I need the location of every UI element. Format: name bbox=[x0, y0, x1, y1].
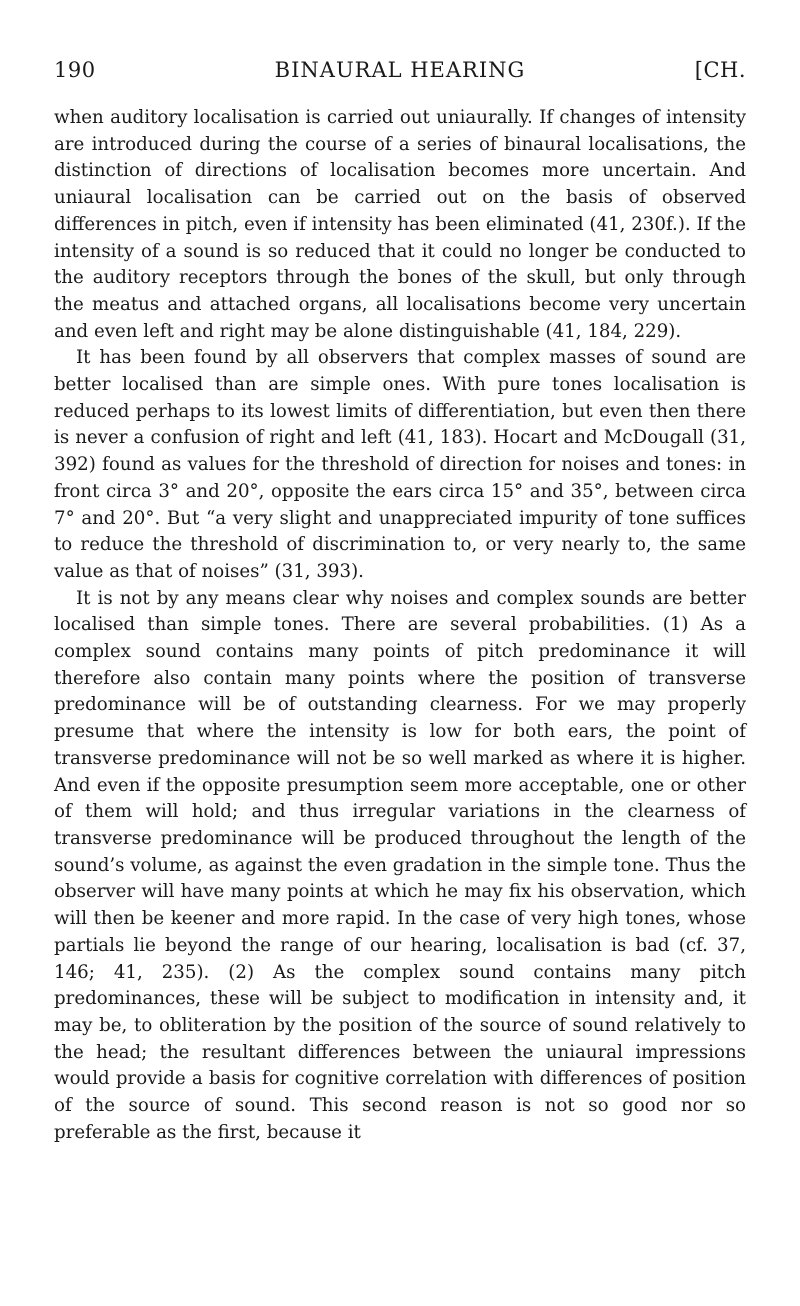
chapter-mark: [CH. bbox=[694, 58, 746, 82]
page-number: 190 bbox=[54, 58, 96, 82]
body-text bbox=[54, 105, 746, 1146]
running-title: BINAURAL HEARING bbox=[274, 58, 526, 82]
running-header bbox=[54, 58, 746, 90]
paragraph: It has been found by all observers that complex masses of sound are better localised than are simple ones. With pure tones localisation is reduced perhaps to its lowest limits of differentiation, but even then there is never a confusion of right and left (41, 183). Hocart and McDougall (31, 392) found as values for the threshold of direction for noises and tones: in front circa 3° and 20°, opposite the ears circa 15° and 35°, between circa 7° and 20°. But “a very slight and unappreciated impurity of tone suffices to reduce the threshold of discrimination to, or very nearly to, the same value as that of noises” (31, 393). bbox=[54, 347, 746, 582]
paragraph: when auditory localisation is carried out uniaurally. If changes of intensity are introduced during the course of a series of binaural localisations, the distinction of directions of localisation becomes more uncertain. And uniaural localisation can be carried out on the basis of observed differences in pitch, even if intensity has been eliminated (41, 230f.). If the intensity of a sound is so reduced that it could no longer be conducted to the auditory receptors through the bones of the skull, but only through the meatus and attached organs, all localisations become very uncertain and even left and right may be alone distinguishable (41, 184, 229). bbox=[54, 107, 746, 342]
paragraph: It is not by any means clear why noises and complex sounds are better localised than simple tones. There are several probabilities. (1) As a complex sound contains many points of pitch predominance it will therefore also contain many points where the position of transverse predominance will be of outstanding clearness. For we may properly presume that where the intensity is low for both ears, the point of transverse predominance will not be so well marked as where it is higher. And even if the opposite presumption seem more acceptable, one or other of them will hold; and thus irregular variations in the clearness of transverse predominance will be produced throughout the length of the sound’s volume, as against the even gradation in the simple tone. Thus the observer will have many points at which he may fix his observation, which will then be keener and more rapid. In the case of very high tones, whose partials lie beyond the range of our hearing, localisation is bad (cf. 37, 146; 41, 235). (2) As the complex sound contains many pitch predominances, these will be subject to modification in intensity and, it may be, to obliteration by the position of the source of sound relatively to the head; the resultant differences between the uniaural impressions would provide a basis for cognitive correlation with differences of position of the source of sound. This second reason is not so good nor so preferable as the first, because it bbox=[54, 587, 746, 1143]
